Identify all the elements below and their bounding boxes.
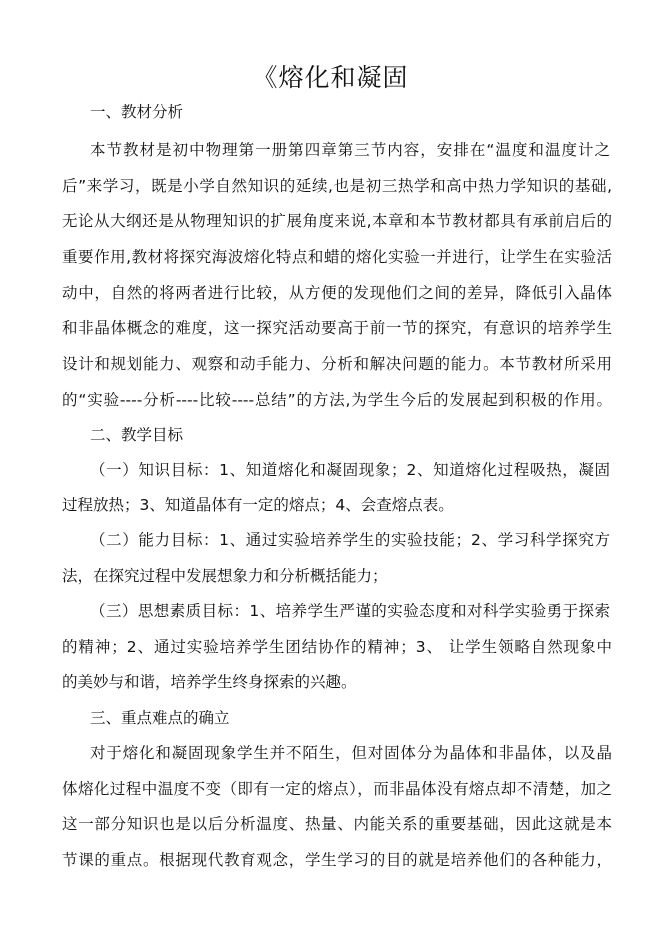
paragraph-line: 的美妙与和谐，培养学生终身探索的兴趣。 (62, 673, 357, 691)
paragraph-line: 的“实验----分析----比较----总结”的方法,为学生今后的发展起到积极的作用。 (62, 391, 612, 409)
paragraph-line: 的精神；2、通过实验培养学生团结协作的精神；3、 让学生领略自然现象中 (62, 638, 612, 656)
paragraph-line: 对于熔化和凝固现象学生并不陌生，但对固体分为晶体和非晶体，以及晶 (90, 744, 612, 762)
paragraph-line: 本节教材是初中物理第一册第四章第三节内容，安排在“温度和温度计之 (90, 141, 610, 159)
paragraph-line: 设计和规划能力、观察和动手能力、分析和解决问题的能力。本节教材所采用 (62, 355, 612, 373)
heading-teaching-goals: 二、教学目标 (90, 426, 184, 444)
paragraph-line: 无论从大纲还是从物理知识的扩展角度来说,本章和本节教材都具有承前启后的 (62, 212, 612, 230)
paragraph-line: 动中，自然的将两者进行比较，从方便的发现他们之间的差异，降低引入晶体 (62, 284, 612, 302)
paragraph-line: 法，在探究过程中发展想象力和分析概括能力； (62, 567, 388, 585)
paragraph-line: 和非晶体概念的难度，这一探究活动要高于前一节的探究，有意识的培养学生 (62, 319, 612, 337)
paragraph-line: 这一部分知识也是以后分析温度、热量、内能关系的重要基础，因此这就是本 (62, 815, 612, 833)
paragraph-line: 过程放热；3、知道晶体有一定的熔点；4、会查熔点表。 (62, 496, 454, 514)
heading-key-difficulties: 三、重点难点的确立 (90, 709, 230, 727)
paragraph-line: 体熔化过程中温度不变（即有一定的熔点），而非晶体没有熔点却不清楚，加之 (62, 780, 612, 798)
heading-textbook-analysis: 一、教材分析 (90, 103, 184, 121)
paragraph-line: （一）知识目标：1、知道熔化和凝固现象；2、知道熔化过程吸热，凝固 (90, 461, 610, 479)
paragraph-line: （三）思想素质目标：1、培养学生严谨的实验态度和对科学实验勇于探索 (90, 602, 610, 620)
paragraph-line: （二）能力目标：1、通过实验培养学生的实验技能；2、学习科学探究方 (90, 531, 610, 549)
document-title: 《熔化和凝固 (252, 63, 409, 92)
paragraph-line: 重要作用,教材将探究海波熔化特点和蜡的熔化实验一并进行，让学生在实验活 (62, 248, 612, 266)
paragraph-line: 节课的重点。根据现代教育观念，学生学习的目的就是培养他们的各种能力， (62, 851, 612, 869)
paragraph-line: 后”来学习，既是小学自然知识的延续,也是初三热学和高中热力学知识的基础, (62, 177, 612, 195)
